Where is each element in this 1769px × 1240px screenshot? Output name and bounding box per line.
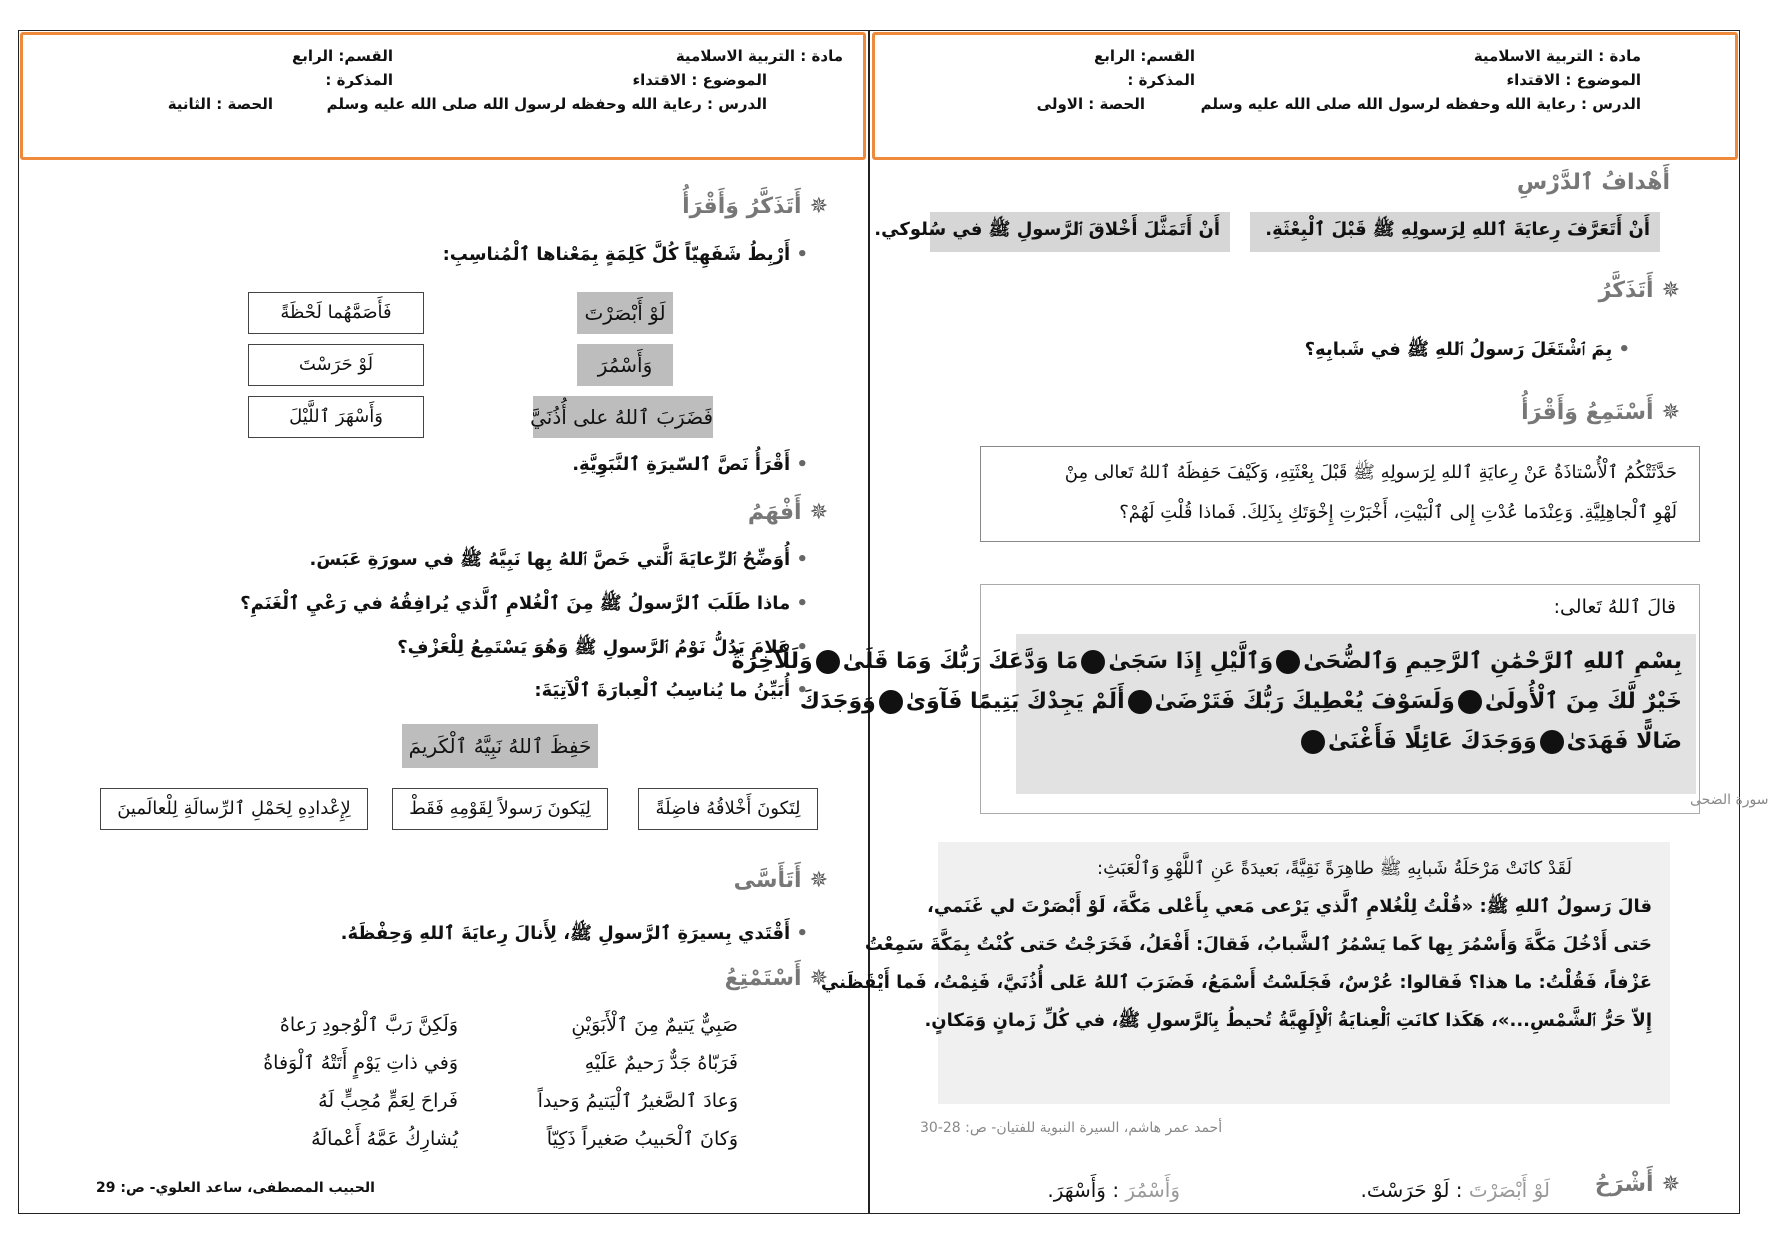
verse-2: وَٱلَّيْلِ إِذَا سَجَىٰ [1108,649,1274,674]
poem-verse-2b: وَفي ذاتِ يَوْمٍ أَتَتْهُ ٱلْوَفاةُ [263,1052,458,1074]
poem-verse-3b: فَراحَ لِعَمٍّ مُحِبٍّ لَهُ [318,1090,458,1112]
explain-meaning-2: : وَأَسْهَرَ. [1047,1178,1120,1202]
understand-q3: • عَلامَ يَدُلُّ نَوْمُ ٱلرَّسولِ ﷺ وَهُوَ يَسْتَمِعُ لِلْعَزْفِ؟ [397,636,808,662]
poem-verse-3a: وَعادَ ٱلصَّغيرُ ٱلْيَتيمُ وَحيداً [537,1090,738,1112]
ayah-marker-icon [1301,730,1325,754]
explain-word-1: لَوْ أَبْصَرْتَ [1468,1178,1550,1202]
memo-label: المذكرة : [1127,71,1195,89]
surah-name: سورة الضحى [1690,792,1769,808]
explain-heading [1595,1172,1680,1197]
quran-line-3 [1030,722,1682,762]
topic-label: الموضوع : الاقتداء [1506,71,1641,89]
lesson-header [872,32,1738,160]
left-page [18,30,868,1214]
remember-read-heading [682,194,828,219]
quran-line-1 [731,642,1682,682]
star-icon: ✵ [1661,400,1680,425]
ayah-marker-icon [879,690,903,714]
meaning-3: وَأَسْهَرَ ٱللَّيْلَ [248,396,424,438]
option-3: لِإِعْدادِهِ لِحَمْلِ ٱلرِّسالَةِ لِلْعالَمينَ [100,788,368,830]
remember-question: • بِمَ ٱشْتَغَلَ رَسولُ ٱللهِ ﷺ في شَبابِهِ؟ [1305,338,1630,364]
intro-line-2: لَهْوِ ٱلْجاهِلِيَّةِ. وَعِنْدَما عُدْتِ إِلى ٱلْبَيْتِ، أَخْبَرْتِ إِخْوَتَكِ بِذَلِكَ. فَماذا قُلْتِ لَهُمْ؟ [1119,502,1677,523]
star-icon: ✵ [809,194,828,219]
session-label: الحصة : الثانية [167,95,273,113]
read-instruction: • أَقْرَأُ نَصَّ ٱلسّيرَةِ ٱلنَّبَوِيَّةِ. [572,454,808,475]
quran-verses [731,634,1696,794]
understand-q2: • ماذا طَلَبَ ٱلرَّسولُ ﷺ مِنَ ٱلْغُلامِ ٱلَّذي يُرافِقُهُ في رَعْيِ ٱلْغَنَمِ؟ [240,592,808,618]
section-label: القسم: الرابع [292,47,393,65]
poem-citation: الحبيب المصطفى، ساعد العلوي- ص: 29 [96,1180,375,1196]
verse-7: أَلَمْ يَجِدْكَ يَتِيمًا فَآوَىٰ [905,689,1125,714]
ayah-marker-icon [1128,690,1152,714]
enjoy-title: أَسْتَمْتِعُ [724,966,802,991]
meaning-2: لَوْ حَرَسْتَ [248,344,424,386]
star-icon: ✵ [809,868,828,893]
listen-title: أَسْتَمِعُ وَأَقْرَأُ [1521,400,1654,425]
goal-2: أَنْ أَتَمَثَّلَ أَخْلاقَ ٱلرَّسولِ ﷺ في سُلوكي. [930,212,1230,252]
understand-heading [748,500,828,525]
subject-label: مادة : التربية الاسلامية [675,47,843,65]
poem-column-left [263,1006,458,1158]
ayah-marker-icon [1276,650,1300,674]
lesson-label: الدرس : رعاية الله وحفظه لرسول الله صلى الله عليه وسلم [1200,95,1641,113]
enjoy-heading [725,966,828,991]
explain-line-1 [1360,1178,1550,1202]
verse-9: ضَالًّا فَهَدَىٰ [1566,729,1682,754]
follow-text: • أَقْتَدي بِسيرَةِ ٱلرَّسولِ ﷺ، لِأَنالَ رِعايَةَ ٱللهِ وَحِفْظَهُ. [341,922,808,948]
star-icon: ✵ [809,966,828,991]
poem-column-right [538,1006,738,1158]
memo-label: المذكرة : [325,71,393,89]
poem-verse-4b: يُشارِكُ عَمَّهُ أَعْمالَهُ [311,1128,458,1150]
poem-verse-2a: فَرَبّاهُ جَدٌّ رَحيمٌ عَلَيْهِ [584,1052,738,1074]
subject-label: مادة : التربية الاسلامية [1473,47,1641,65]
option-2: لِيَكونَ رَسولاً لِقَوْمِهِ فَقَطْ [392,788,608,830]
meaning-1: فَأَصَمَّهُما لَحْظَةً [248,292,424,334]
verse-8: وَوَجَدَكَ [799,689,876,714]
star-icon: ✵ [809,500,828,525]
intro-line-1: حَدَّثَتْكُمُ ٱلْأُسْتاذَةُ عَنْ رِعايَةِ ٱللهِ لِرَسولِهِ ﷺ قَبْلَ بِعْثَتِهِ، وَكَيْفَ حَفِظَهُ ٱللهُ تَعالى مِنْ [1064,462,1677,483]
understand-title: أَفْهَمُ [747,500,802,525]
topic-label: الموضوع : الاقتداء [632,71,767,89]
word-1: لَوْ أَبْصَرْتَ [577,292,673,334]
follow-title: أَتَأَسَّى [733,868,802,893]
ayah-marker-icon [1458,690,1482,714]
story-citation: أحمد عمر هاشم، السيرة النبوية للفتيان- ص: 28-30 [920,1120,1223,1136]
session-label: الحصة : الاولى [1036,95,1145,113]
lesson-label: الدرس : رعاية الله وحفظه لرسول الله صلى الله عليه وسلم [326,95,767,113]
story-line-5: إِلاّ حَرُّ ٱلشَّمْسِ...»، هَكَذا كانَتِ ٱلْعِنايَةُ ٱلْإِلَهِيَّةُ تُحيطُ بِٱلرَّسولِ ﷺ، في كُلِّ زَمانٍ وَمَكانٍ. [924,1010,1652,1031]
story-line-1: لَقَدْ كانَتْ مَرْحَلَةُ شَبابِهِ ﷺ طاهِرَةً نَقِيَّةً، بَعيدَةً عَنِ ٱللَّهْوِ وَٱلْعَبَثِ: [1097,858,1572,879]
explain-title: أَشْرَحُ [1594,1172,1654,1197]
lesson-header [20,32,866,160]
listen-heading [1521,400,1680,425]
goals-heading: أَهْدافُ ٱلدَّرْسِ [1516,170,1670,195]
story-box [820,842,1670,1104]
intro-box [980,446,1700,542]
verse-5: خَيْرٌ لَّكَ مِنَ ٱلْأُولَىٰ [1484,689,1682,714]
star-icon: ✵ [1661,1172,1680,1197]
word-3: فَضَرَبَ ٱللهُ على أُذُنَيَّ [533,396,713,438]
link-instruction: • أَرْبِطُ شَفَهِيّاً كُلَّ كَلِمَةٍ بِمَعْناها ٱلْمُناسِبِ: [443,244,808,265]
story-line-3: حَتى أَدْخُلَ مَكَّةَ وَأَسْمُرَ بِها كَما يَسْمُرُ ٱلشَّبابُ، فَقالَ: أَفْعَلُ، فَخَرَجْتُ حَتى كُنْتُ بِمَكَّةَ سَمِعْتُ [864,934,1652,955]
section-label: القسم: الرابع [1094,47,1195,65]
star-icon: ✵ [1661,278,1680,303]
explain-meaning-1: : لَوْ حَرَسْتَ. [1360,1178,1463,1202]
remember-heading [1599,278,1680,303]
verse-10: وَوَجَدَكَ عَائِلًا فَأَغْنَىٰ [1328,729,1537,754]
story-line-4: عَزْفاً، فَقُلْتُ: ما هذا؟ فَقالوا: عُرْسٌ، فَجَلَسْتُ أَسْمَعُ، فَضَرَبَ ٱللهُ عَلى أُذُنَيَّ، فَنِمْتُ، فَما أَيْقَظَني [820,972,1652,993]
story-line-2: قالَ رَسولُ ٱللهِ ﷺ: «قُلْتُ لِلْغُلامِ ٱلَّذي يَرْعى مَعي بِأَعْلى مَكَّةَ، لَوْ أَبْصَرْتَ لي غَنَمي، [927,896,1652,917]
option-1: لِتَكونَ أَخْلاقُهُ فاضِلَةً [638,788,818,830]
verse-3: مَا وَدَّعَكَ رَبُّكَ وَمَا قَلَىٰ [842,649,1079,674]
poem-verse-1a: صَبِيٌّ يَتيمٌ مِنَ ٱلْأَبَوَيْنِ [571,1014,738,1036]
ayah-marker-icon [1081,650,1105,674]
poem-verse-4a: وَكانَ ٱلْحَبيبُ صَغيراً ذَكِيّاً [546,1128,738,1150]
explain-word-2: وَأَسْمُرَ [1125,1178,1180,1202]
word-2: وَأَسْمُرَ [577,344,673,386]
verse-4: وَلَلْآخِرَةُ [731,649,813,674]
verse-1: بِسْمِ ٱللهِ ٱلرَّحْمَٰنِ ٱلرَّحِيمِ وَٱلضُّحَىٰ [1303,649,1682,674]
phrase-box: حَفِظَ ٱللهُ نَبِيَّهُ ٱلْكَريمَ [402,724,598,768]
goal-1: أَنْ أَتَعَرَّفَ رِعايَةَ ٱللهِ لِرَسولِهِ ﷺ قَبْلَ ٱلْبِعْثَةِ. [1250,212,1660,252]
verse-6: وَلَسَوْفَ يُعْطِيكَ رَبُّكَ فَتَرْضَىٰ [1154,689,1455,714]
ayah-marker-icon [1540,730,1564,754]
understand-q1: • أُوَضِّحُ ٱلرِّعايَةَ ٱلَّتي خَصَّ ٱللهُ بِها نَبِيَّهُ ﷺ في سورَةِ عَبَسَ. [310,548,808,574]
quran-line-2 [799,682,1682,722]
explain-line-2 [1047,1178,1180,1202]
remember-read-title: أَتَذَكَّرُ وَأَقْرَأُ [682,194,802,219]
understand-q4: • أُبَيِّنُ ما يُناسِبُ ٱلْعِبارَةَ ٱلْآتِيَةَ: [534,680,808,701]
follow-heading [734,868,828,893]
poem-verse-1b: وَلَكِنَّ رَبَّ ٱلْوُجودِ رَعاهُ [279,1014,458,1036]
quran-intro: قالَ ٱللهُ تَعالى: [1553,596,1676,618]
remember-title: أَتَذَكَّرُ [1598,278,1654,303]
